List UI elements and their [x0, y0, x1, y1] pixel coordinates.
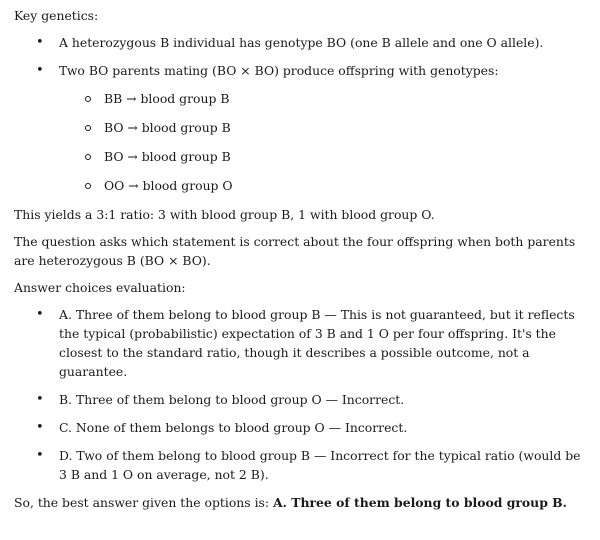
conclusion-answer: A. Three of them belong to blood group B. [273, 495, 567, 510]
offspring-item-oo: OO → blood group O [104, 176, 592, 195]
conclusion-prefix: So, the best answer given the options is: [14, 495, 274, 510]
conclusion-line [14, 493, 592, 512]
choice-c: • C. None of them belongs to blood group O — Incorrect. [59, 418, 592, 437]
choice-b: • B. Three of them belong to blood group O — Incorrect. [59, 390, 592, 409]
ratio-line: This yields a 3:1 ratio: 3 with blood group B, 1 with blood group O. [14, 207, 435, 222]
offspring-item-bo-2: BO → blood group B [104, 147, 592, 166]
answer-choices-heading: Answer choices evaluation: [14, 280, 186, 295]
offspring-list [59, 89, 592, 195]
genetics-point-cross-text: Two BO parents mating (BO × BO) produce offspring with genotypes: [59, 63, 499, 78]
offspring-item-bb: BB → blood group B [104, 89, 592, 108]
choice-d: • D. Two of them belong to blood group B — Incorrect for the typical ratio (would be 3 B and 1 O on average, not 2 B). [59, 446, 592, 484]
genetics-point-cross [59, 61, 592, 195]
key-genetics-heading: Key genetics: [14, 8, 99, 23]
offspring-item-bo-1: BO → blood group B [104, 118, 592, 137]
question-line: The question asks which statement is correct about the four offspring when both parents are heterozygous B (BO × BO). [14, 234, 576, 268]
genetics-list [14, 33, 592, 195]
genetics-point-heterozygous: • A heterozygous B individual has genotype BO (one B allele and one O allele). [59, 33, 592, 52]
choice-a: • A. Three of them belong to blood group B — This is not guaranteed, but it reflects the typical (probabilistic) expectation of 3 B and 1 O per four offspring. It's the closest to the standard ratio, though it describes a possible outcome, not a guarantee. [59, 305, 592, 381]
answer-choices-list [14, 305, 592, 484]
